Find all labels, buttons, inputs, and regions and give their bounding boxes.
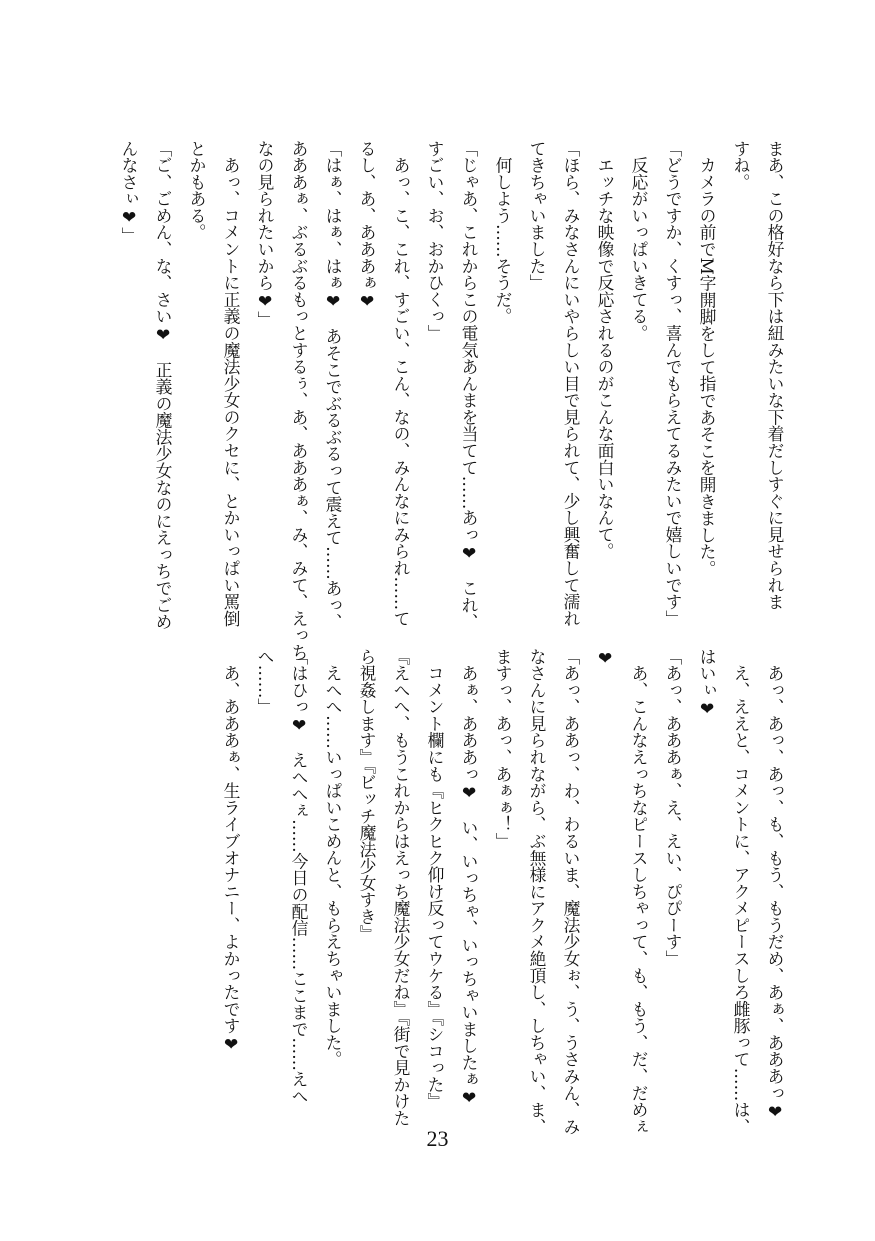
- text-line: 「あっ、あああぁ、え、えい、ぴぴーす」: [663, 648, 683, 968]
- text-line: あっ、コメントに正義の魔法少女のクセに、とかいっぱい罵倒: [221, 140, 241, 627]
- text-line: 「あっ、ああっ、わ、わるいま、魔法少女ぉ、う、うさみん、み: [561, 648, 581, 1135]
- text-block-top: [112, 140, 792, 661]
- text-line: なさんに見られながら、ぶ無様にアクメ絶頂し、しちゃい、ま、: [527, 648, 547, 1135]
- text-line: カメラの前でM字開脚をして指であそこを開きました。: [697, 140, 717, 577]
- text-line: ますっ、あっ、あぁぁ！」: [493, 648, 513, 850]
- text-line: あっ、あっ、あっ、も、もう、もうだめ、あぁ、あああっ❤: [765, 648, 785, 1122]
- text-line: はいぃ❤: [697, 648, 717, 719]
- text-line: あ、あああぁ、生ライブオナニー、よかったです❤: [221, 648, 241, 1055]
- page-number: 23: [426, 1126, 449, 1151]
- text-line: 『えへへ、もうこれからはえっち魔法少女だね』『街で見かけた: [391, 648, 411, 1127]
- text-line: あああぁ、ぶるぶるもっとするぅ、あ、あああぁ、み、みて、えっち: [289, 140, 309, 661]
- text-line: 「はひっ❤ えへへぇ……今日の配信……ここまで……えへ: [289, 648, 309, 1105]
- text-line: あっ、こ、これ、すごい、こん、なの、みんなにみられ……て: [391, 140, 411, 627]
- text-line: あ、こんなえっちなピースしちゃって、も、もう、だ、だめぇ: [629, 648, 649, 1135]
- text-line: とかもある。: [187, 140, 207, 241]
- text-line: んなさぃ❤」: [119, 140, 139, 244]
- text-line: 何しよう……そうだ。: [493, 140, 513, 325]
- text-line: 「ご、ごめん、な、さい❤ 正義の魔法少女なのにえっちでごめ: [153, 140, 173, 631]
- text-line: え、ええと、コメントに、アクメピースしろ雌豚って……は、: [731, 648, 751, 1135]
- text-line: コメント欄にも『ヒクヒク仰け反ってウケる』『シコった』: [425, 648, 445, 1110]
- text-line: まあ、この格好なら下は紐みたいな下着だしすぐに見せられま: [765, 140, 785, 611]
- text-line: えへへ……いっぱいこめんと、もらえちゃいました。: [323, 648, 343, 1068]
- text-line: ❤: [595, 648, 615, 668]
- text-line: 「ほら、みなさんにいやらしい目で見られて、少し興奮して濡れ: [561, 140, 581, 627]
- text-line: すね。: [731, 140, 751, 191]
- text-line: てきちゃいました」: [527, 140, 547, 292]
- text-line: るし、あ、あああぁ❤: [357, 140, 377, 312]
- text-line: ら視姦します』『ビッチ魔法少女すき』: [357, 648, 377, 942]
- text-line: すごい、お、おかひくっ」: [425, 140, 445, 342]
- text-line: 「じゃあ、これからこの電気あんまを当てて……あっ❤ これ、: [459, 140, 479, 631]
- text-line: あぁ、あああっ❤ い、いっちゃ、いっちゃいましたぁ❤: [459, 648, 479, 1108]
- text-line: なの見られたいから❤」: [255, 140, 275, 328]
- text-block-bottom: [214, 648, 792, 1135]
- text-line: へ……」: [255, 648, 275, 716]
- text-line: 反応がいっぱいきてる。: [629, 140, 649, 342]
- text-line: 「どうですか、くすっ、喜んでもらえてるみたいで嬉しいです」: [663, 140, 683, 627]
- text-line: エッチな映像で反応されるのがこんな面白いなんて。: [595, 140, 615, 560]
- text-line: 「はぁ、はぁ、はぁ❤ あそこでぶるぶるって震えて……あっ、: [323, 140, 343, 631]
